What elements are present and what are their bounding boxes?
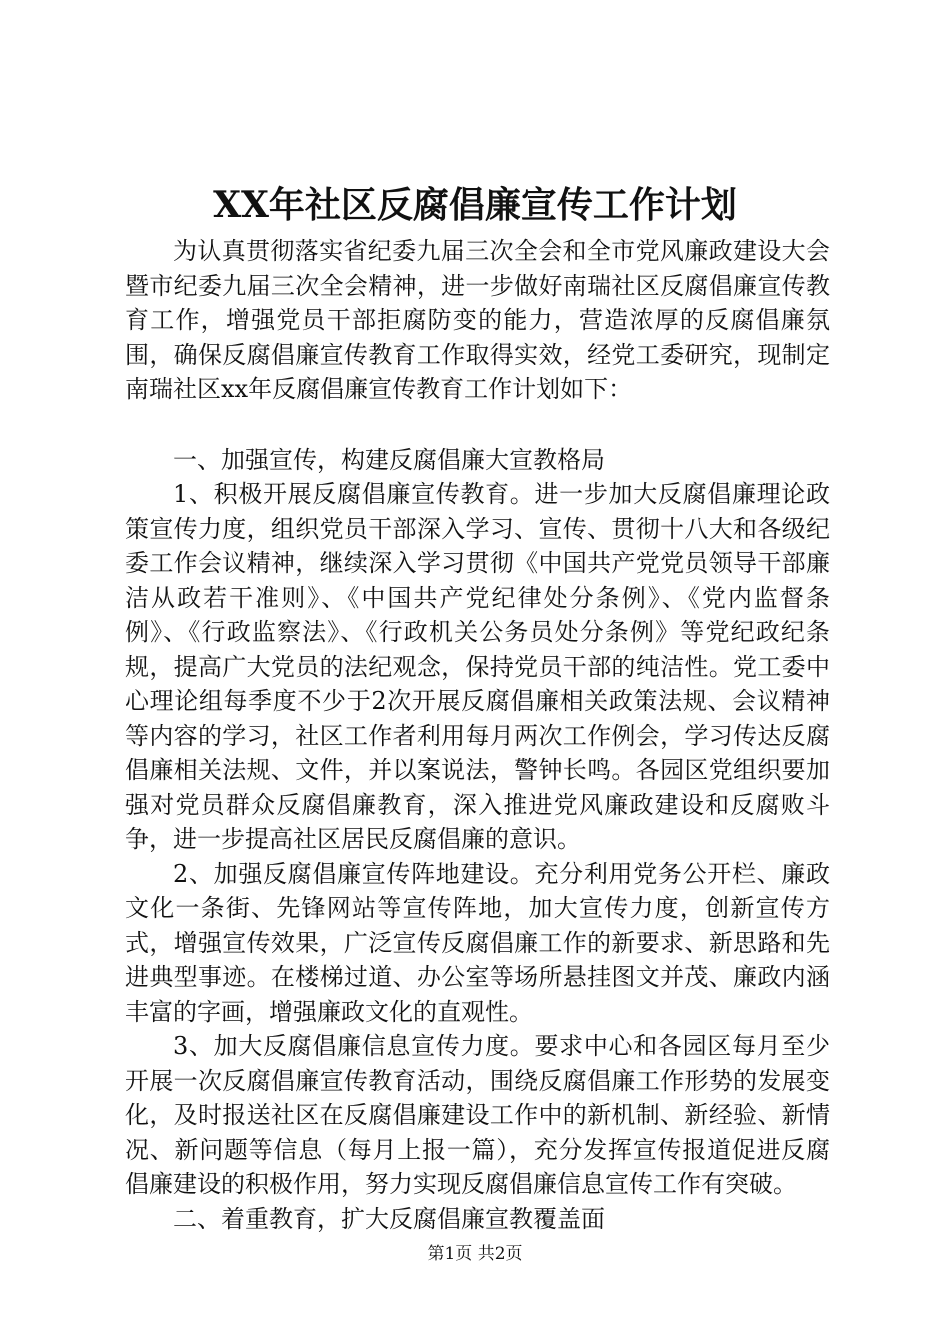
intro-paragraph: 为认真贯彻落实省纪委九届三次全会和全市党风廉政建设大会暨市纪委九届三次全会精神，进一步做好南瑞社区反腐倡廉宣传教育工作，增强党员干部拒腐防变的能力，营造浓厚的反腐倡廉氛围，确保反腐倡廉宣传教育工作取得实效，经党工委研究，现制定南瑞社区xx年反腐倡廉宣传教育工作计划如下： [125,237,830,403]
body-paragraph-3: 3、加大反腐倡廉信息宣传力度。要求中心和各园区每月至少开展一次反腐倡廉宣传教育活动，围绕反腐倡廉工作形势的发展变化，及时报送社区在反腐倡廉建设工作中的新机制、新经验、新情况、新问题等信息（每月上报一篇），充分发挥宣传报道促进反腐倡廉建设的积极作用，努力实现反腐倡廉信息宣传工作有突破。 [125,1032,830,1198]
section-heading-1: 一、加强宣传，构建反腐倡廉大宣教格局 [173,445,605,474]
page-footer: 第1页 共2页 [427,1244,523,1264]
document-body [125,234,830,1236]
document-title: XX年社区反腐倡廉宣传工作计划 [213,184,737,226]
body-paragraph-2: 2、加强反腐倡廉宣传阵地建设。充分利用党务公开栏、廉政文化一条街、先锋网站等宣传阵地，加大宣传力度，创新宣传方式，增强宣传效果，广泛宣传反腐倡廉工作的新要求、新思路和先进典型事迹。在楼梯过道、办公室等场所悬挂图文并茂、廉政内涵丰富的字画，增强廉政文化的直观性。 [125,859,830,1026]
section-heading-2: 二、着重教育，扩大反腐倡廉宣教覆盖面 [173,1204,605,1233]
body-paragraph-1: 1、积极开展反腐倡廉宣传教育。进一步加大反腐倡廉理论政策宣传力度，组织党员干部深入学习、宣传、贯彻十八大和各级纪委工作会议精神，继续深入学习贯彻《中国共产党党员领导干部廉洁从政若干准则》、《中国共产党纪律处分条例》、《党内监督条例》、《行政监察法》、《行政机关公务员处分条例》等党纪政纪条规，提高广大党员的法纪观念，保持党员干部的纯洁性。党工委中心理论组每季度不少于2次开展反腐倡廉相关政策法规、会议精神等内容的学习，社区工作者利用每月两次工作例会，学习传达反腐倡廉相关法规、文件，并以案说法，警钟长鸣。各园区党组织要加强对党员群众反腐倡廉教育，深入推进党风廉政建设和反腐败斗争，进一步提高社区居民反腐倡廉的意识。 [125,480,830,853]
